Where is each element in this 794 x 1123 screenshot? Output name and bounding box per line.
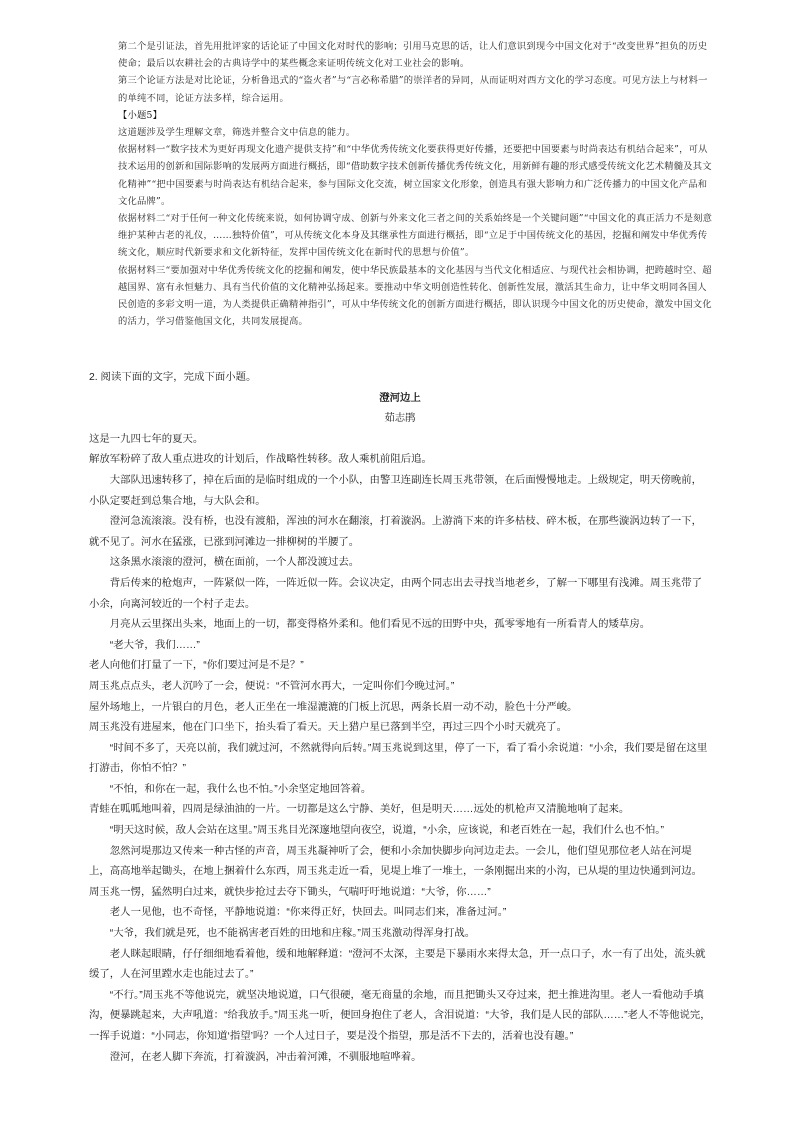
analysis-paragraph: 这道题涉及学生理解文章，筛选并整合文中信息的能力。	[118, 127, 356, 139]
story-title: 澄河边上	[379, 392, 421, 404]
story-paragraph: 这是一九四七年的夏天。	[89, 433, 204, 445]
story-paragraph: “不行。”周玉兆不等他说完，就坚决地说道，口气很硬，毫无商量的余地，而且把锄头又夺过来，把土推进沟里。老人一看他动手填沟，便暴跳起来，大声吼道：“给我放手。”周玉兆一听，便回身抱住了老人，含泪说道：“大爷，我们是人民的部队……”老人不等他说完，一挥手说道：“小同志，你知道‘指望’吗？一个人过日子，要是没个指望，那是活不下去的，活着也没有趣。”	[89, 989, 711, 1042]
story-paragraph: 背后传来的枪炮声，一阵紧似一阵，一阵近似一阵。会议决定，由两个同志出去寻找当地老乡，了解一下哪里有浅滩。周玉兆带了小余，向离河较近的一个村子走去。	[89, 577, 703, 610]
analysis-paragraph: 第三个论证方法是对比论证，分析鲁迅式的“盗火者”与“言必称希腊”的崇洋者的异同，从而证明对西方文化的学习态度。可见方法上与材料一的单纯不同，论证方法多样，综合运用。	[118, 75, 708, 104]
analysis-paragraph: 依据材料一“数字技术为更好再现文化遗产提供支持”和“中华优秀传统文化要获得更好传播，还要把中国要素与时尚表达有机结合起来”，可从技术运用的创新和国际影响的发展两方面进行概括，即“借助数字技术创新传播优秀传统文化，用新鲜有趣的形式感受传统文化艺术精髓及其文化精神”“把中国要素与时尚表达有机结合起来，参与国际文化交流，树立国家文化形象，创造具有强大影响力和广泛传播力的中国文化产品和文化品牌”。	[118, 144, 712, 207]
story-paragraph: “明天这时候，敌人会站在这里。”周玉兆目光深邃地望向夜空，说道，“小余，应该说，和老百姓在一起，我们什么也不怕。”	[109, 825, 664, 837]
story-paragraph: “大爷，我们就是死，也不能祸害老百姓的田地和庄稼。”周玉兆激动得浑身打战。	[109, 928, 476, 940]
story-paragraph: “老大爷，我们……”	[109, 639, 200, 651]
answer-analysis	[118, 38, 714, 330]
story-paragraph: 解放军粉碎了敌人重点进攻的计划后，作战略性转移。敌人乘机前阻后追。	[89, 454, 432, 466]
story-paragraph: 青蛙在呱呱地叫着，四周是绿油油的一片。一切都是这么宁静、美好，但是明天……远处的机枪声又清脆地响了起来。	[89, 804, 630, 816]
subquestion-label: 【小题5】	[118, 109, 163, 121]
story-paragraph: 老人一见他，也不奇怪，平静地说道：“你来得正好，快回去。叫同志们来，准备过河。”	[109, 907, 507, 919]
story-paragraph: 屋外场地上，一片银白的月色，老人正坐在一堆湿漉漉的门板上沉思，两条长眉一动不动，脸色十分严峻。	[89, 701, 578, 713]
analysis-paragraph: 第二个是引证法，首先用批评家的话论证了中国文化对时代的影响；引用马克思的话，让人们意识到现今中国文化对于“改变世界”担负的历史使命；最后以农耕社会的古典诗学中的某些概念来证明传统文化对工业社会的影响。	[118, 41, 708, 70]
analysis-paragraph: 依据材料二“对于任何一种文化传统来说，如何协调守成、创新与外来文化三者之间的关系始终是一个关键问题”“中国文化的真正活力不是刻意维护某种古老的礼仪，……独特价值”，可从传统文化本身及其继承性方面进行概括，即“立足于中国传统文化的基因，挖掘和阐发中华优秀传统文化，顺应时代新要求和文化新特征，发挥中国传统文化在新时代的思想与价值”。	[118, 213, 713, 259]
story-paragraph: 忽然河堤那边又传来一种古怪的声音，周玉兆凝神听了会，便和小余加快脚步向河边走去。一会儿，他们望见那位老人站在河堤上，高高地举起锄头，在地上捆着什么东西，周玉兆走近一看，见堤上堆了一堆土，一条刚掘出来的小沟，已从堤的里边快通到河边。周玉兆一愣，猛然明白过来，就快步抢过去夺下锄头，气喘吁吁地说道：“大爷，你……”	[89, 845, 703, 898]
story-paragraph: 大部队迅速转移了，掉在后面的是临时组成的一个小队，由警卫连副连长周玉兆带领，在后面慢慢地走。上级规定，明天傍晚前，小队定要赶到总集合地，与大队会和。	[89, 474, 703, 507]
story-paragraph: 老人眯起眼睛，仔仔细细地看着他，缓和地解释道：“澄河不太深，主要是下暴雨水来得太急，开一点口子，水一有了出处，流头就缓了，人在河里蹚水走也能过去了。”	[89, 948, 706, 981]
story-paragraph: 这条黑水滚滚的澄河，横在面前，一个人都没渡过去。	[109, 557, 360, 569]
story-paragraph: “时间不多了，天亮以前，我们就过河，不然就得向后转。”周玉兆说到这里，停了一下，看了看小余说道：“小余，我们要是留在这里打游击，你怕不怕？”	[89, 742, 708, 775]
story-paragraph: “不怕，和你在一起，我什么也不怕。”小余坚定地回答着。	[109, 783, 372, 795]
story-paragraph: 月亮从云里探出头来，地面上的一切，都变得格外柔和。他们看见不远的田野中央，孤零零地有一所看青人的矮草房。	[109, 619, 651, 631]
story-paragraph: 澄河急流滚滚。没有桥，也没有渡船，浑浊的河水在翻滚，打着漩涡。上游淌下来的许多枯枝、碎木板，在那些漩涡边转了一下，就不见了。河水在猛涨，已涨到河滩边一排柳树的半腰了。	[89, 516, 703, 548]
analysis-paragraph: 依据材料三“要加强对中华优秀传统文化的挖掘和阐发，使中华民族最基本的文化基因与当代文化相适应、与现代社会相协调，把跨越时空、超越国界、富有永恒魅力、具有当代价值的文化精神弘扬起来。要推动中华文明创造性转化、创新性发展，激活其生命力，让中华文明同各国人民创造的多彩文明一道，为人类提供正确精神指引”，可从中华传统文化的创新方面进行概括，即认识现今中国文化的历史使命，激发中国文化的活力，学习借鉴他国文化，共同发展提高。	[118, 264, 712, 328]
story-paragraph: 澄河，在老人脚下奔流，打着漩涡，冲击着河滩，不驯服地喧哗着。	[109, 1051, 422, 1063]
question-prompt: 2. 阅读下面的文字，完成下面小题。	[89, 372, 257, 383]
story-paragraph: 老人向他们打量了一下，“你们要过河是不是？”	[89, 660, 304, 672]
story-paragraph: 周玉兆没有进屋来，他在门口坐下，抬头看了看天。天上猎户星已落到半空，再过三四个小时天就亮了。	[89, 722, 567, 734]
story-paragraph: 周玉兆点点头，老人沉吟了一会，便说：“不管河水再大，一定叫你们今晚过河。”	[89, 680, 455, 692]
story-author: 茹志鹃	[384, 413, 416, 425]
reading-question	[89, 368, 711, 1068]
